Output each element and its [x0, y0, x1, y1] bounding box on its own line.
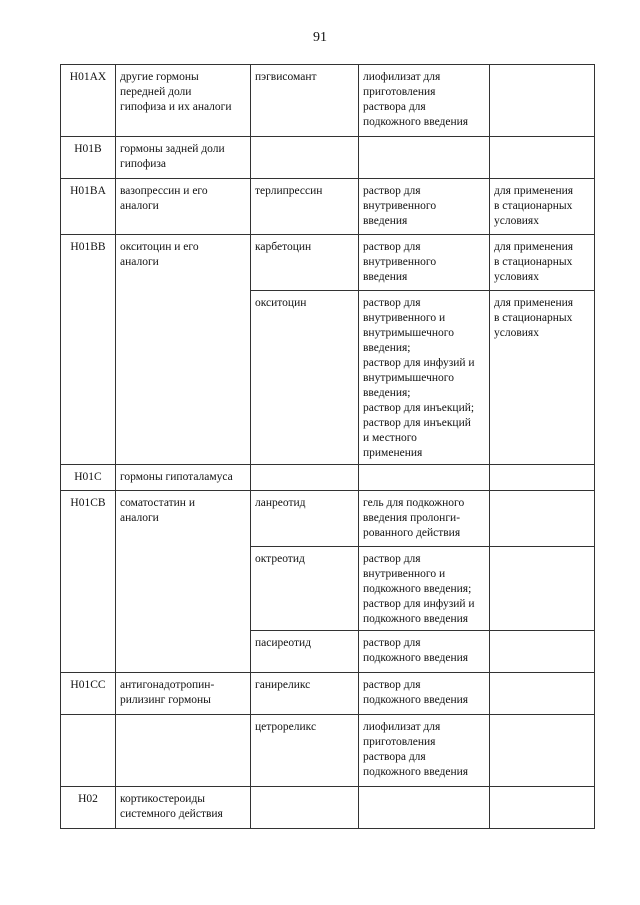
dosage-form-cell: раствор для внутривенного введения	[359, 179, 490, 235]
drug-name-cell: пасиреотид	[251, 631, 359, 673]
atc-code-cell: H01BB	[61, 235, 116, 465]
note-cell	[490, 673, 595, 715]
table-row	[61, 137, 595, 179]
note-cell	[490, 491, 595, 547]
atc-code-cell: H01CB	[61, 491, 116, 673]
group-name-cell: антигонадотропин- рилизинг гормоны	[116, 673, 251, 715]
table-row	[61, 65, 595, 137]
atc-code-cell: H01AX	[61, 65, 116, 137]
drug-classification-table	[60, 64, 595, 829]
note-cell	[490, 631, 595, 673]
table-row	[61, 787, 595, 829]
drug-name-cell: терлипрессин	[251, 179, 359, 235]
group-name-cell: окситоцин и его аналоги	[116, 235, 251, 465]
dosage-form-cell: раствор для внутривенного и подкожного введения; раствор для инфузий и подкожного введения	[359, 547, 490, 631]
drug-name-cell: ланреотид	[251, 491, 359, 547]
group-name-cell: гормоны гипоталамуса	[116, 465, 251, 491]
note-cell: для применения в стационарных условиях	[490, 179, 595, 235]
dosage-form-cell	[359, 137, 490, 179]
atc-code-cell: H01BA	[61, 179, 116, 235]
group-name-cell: кортикостероиды системного действия	[116, 787, 251, 829]
table-row	[61, 491, 595, 547]
page-number: 91	[313, 30, 327, 45]
group-name-cell: вазопрессин и его аналоги	[116, 179, 251, 235]
group-name-cell: гормоны задней доли гипофиза	[116, 137, 251, 179]
dosage-form-cell: раствор для внутривенного введения	[359, 235, 490, 291]
dosage-form-cell	[359, 465, 490, 491]
table-row	[61, 715, 595, 787]
group-name-cell: соматостатин и аналоги	[116, 491, 251, 673]
drug-name-cell	[251, 465, 359, 491]
drug-name-cell: ганиреликс	[251, 673, 359, 715]
drug-name-cell: цетрореликс	[251, 715, 359, 787]
drug-name-cell	[251, 137, 359, 179]
dosage-form-cell: раствор для подкожного введения	[359, 631, 490, 673]
dosage-form-cell: гель для подкожного введения пролонги- рованного действия	[359, 491, 490, 547]
drug-name-cell: пэгвисомант	[251, 65, 359, 137]
note-cell	[490, 137, 595, 179]
drug-name-cell: окситоцин	[251, 291, 359, 465]
drug-name-cell: карбетоцин	[251, 235, 359, 291]
table-row	[61, 673, 595, 715]
dosage-form-cell: лиофилизат для приготовления раствора для подкожного введения	[359, 65, 490, 137]
group-name-cell	[116, 715, 251, 787]
table-row	[61, 465, 595, 491]
note-cell	[490, 715, 595, 787]
atc-code-cell: H01C	[61, 465, 116, 491]
atc-code-cell: H01B	[61, 137, 116, 179]
atc-code-cell: H02	[61, 787, 116, 829]
note-cell: для применения в стационарных условиях	[490, 291, 595, 465]
drug-name-cell	[251, 787, 359, 829]
group-name-cell: другие гормоны передней доли гипофиза и их аналоги	[116, 65, 251, 137]
table-row	[61, 235, 595, 291]
note-cell	[490, 787, 595, 829]
dosage-form-cell: раствор для внутривенного и внутримышечного введения; раствор для инфузий и внутримышечного введения; раствор для инъекций; раствор для инъекций и местного применения	[359, 291, 490, 465]
table-row	[61, 179, 595, 235]
dosage-form-cell	[359, 787, 490, 829]
atc-code-cell: H01CC	[61, 673, 116, 715]
note-cell	[490, 547, 595, 631]
note-cell	[490, 65, 595, 137]
note-cell	[490, 465, 595, 491]
dosage-form-cell: раствор для подкожного введения	[359, 673, 490, 715]
note-cell: для применения в стационарных условиях	[490, 235, 595, 291]
atc-code-cell	[61, 715, 116, 787]
dosage-form-cell: лиофилизат для приготовления раствора для подкожного введения	[359, 715, 490, 787]
drug-name-cell: октреотид	[251, 547, 359, 631]
